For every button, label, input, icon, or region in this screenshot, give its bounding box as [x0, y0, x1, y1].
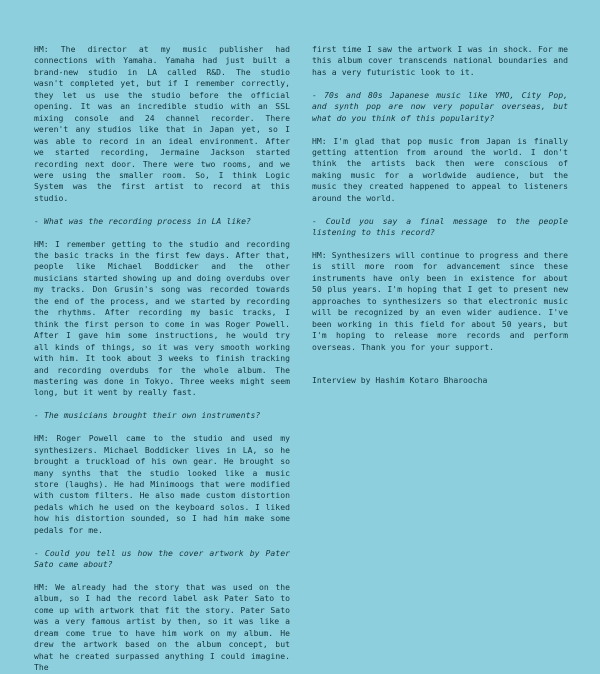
two-column-layout	[34, 44, 568, 674]
interview-credit: Interview by Hashim Kotaro Bharoocha	[312, 374, 488, 385]
paragraph-answer: HM: We already had the story that was used on the album, so I had the record label ask Pater Sato to come up with artwork that fit the story. Pater Sato was a very famous artist by then, so it was like a dream come true to have him work on my album. He drew the artwork based on the album concept, but what he created surpassed anything I could imagine. The	[34, 581, 290, 673]
paragraph-answer: HM: The director at my music publisher had connections with Yamaha. Yamaha had just built a brand-new studio in LA called R&D. The studio wasn't completed yet, but if I remember correctly, they let us use the studio before the official opening. It was an incredible studio with an SSL mixing console and 24 channel recorder. There weren't any studios like that in Japan yet, so I was able to record in an ideal environment. After we started recording, Jermaine Jackson started recording next door. There were two rooms, and we were using the smaller room. So, I think Logic System was the first artist to record at this studio.	[34, 44, 290, 203]
right-column	[312, 44, 568, 674]
paragraph-answer: HM: Synthesizers will continue to progress and there is still more room for advancement since these instruments have only been in existence for about 50 plus years. I'm hoping that I get to present new approaches to synthesizers so that electronic music will be recognized by an even wider audience. I've been working in this field for about 50 years, but I'm hoping to release more records and perform overseas. Thank you for your support.	[312, 249, 568, 352]
paragraph-answer: HM: Roger Powell came to the studio and used my synthesizers. Michael Boddicker lives in LA, so he brought a truckload of his own gear. He brought so many synths that the studio looked like a music store (laughs). He had Minimoogs that were modified with custom filters. He also made custom distortion pedals which he used on the keyboard solos. I liked how his distortion sounded, so I had him make some pedals for me.	[34, 433, 290, 535]
paragraph-answer: first time I saw the artwork I was in shock. For me this album cover transcends national boundaries and has a very futuristic look to it.	[312, 44, 568, 77]
paragraph-question: - 70s and 80s Japanese music like YMO, City Pop, and synth pop are now very popular overseas, but what do you think of this popularity?	[312, 89, 568, 123]
paragraph-question: - The musicians brought their own instruments?	[34, 410, 261, 421]
paragraph-question: - Could you say a final message to the people listening to this record?	[312, 215, 568, 238]
paragraph-question: - What was the recording process in LA like?	[34, 215, 251, 226]
paragraph-answer: HM: I remember getting to the studio and recording the basic tracks in the first few days. After that, people like Michael Boddicker and the other musicians started showing up and doing overdubs over my tracks. Don Grusin's song was recorded towards the end of the process, and we started by recording the rhythms. After recording my basic tracks, I think the first person to come in was Roger Powell. After I gave him some instructions, he would try all kinds of things, so it was very smooth working with him. It took about 3 weeks to finish tracking and recording overdubs for the whole album. The mastering was done in Tokyo. Three weeks might seem long, but it went by really fast.	[34, 238, 290, 398]
paragraph-answer: HM: I'm glad that pop music from Japan is finally getting attention from around the world. I don't think the artists back then were conscious of making music for a worldwide audience, but the music they created happened to appeal to listeners around the world.	[312, 135, 568, 203]
left-column	[34, 44, 290, 674]
paragraph-question: - Could you tell us how the cover artwork by Pater Sato came about?	[34, 547, 290, 570]
